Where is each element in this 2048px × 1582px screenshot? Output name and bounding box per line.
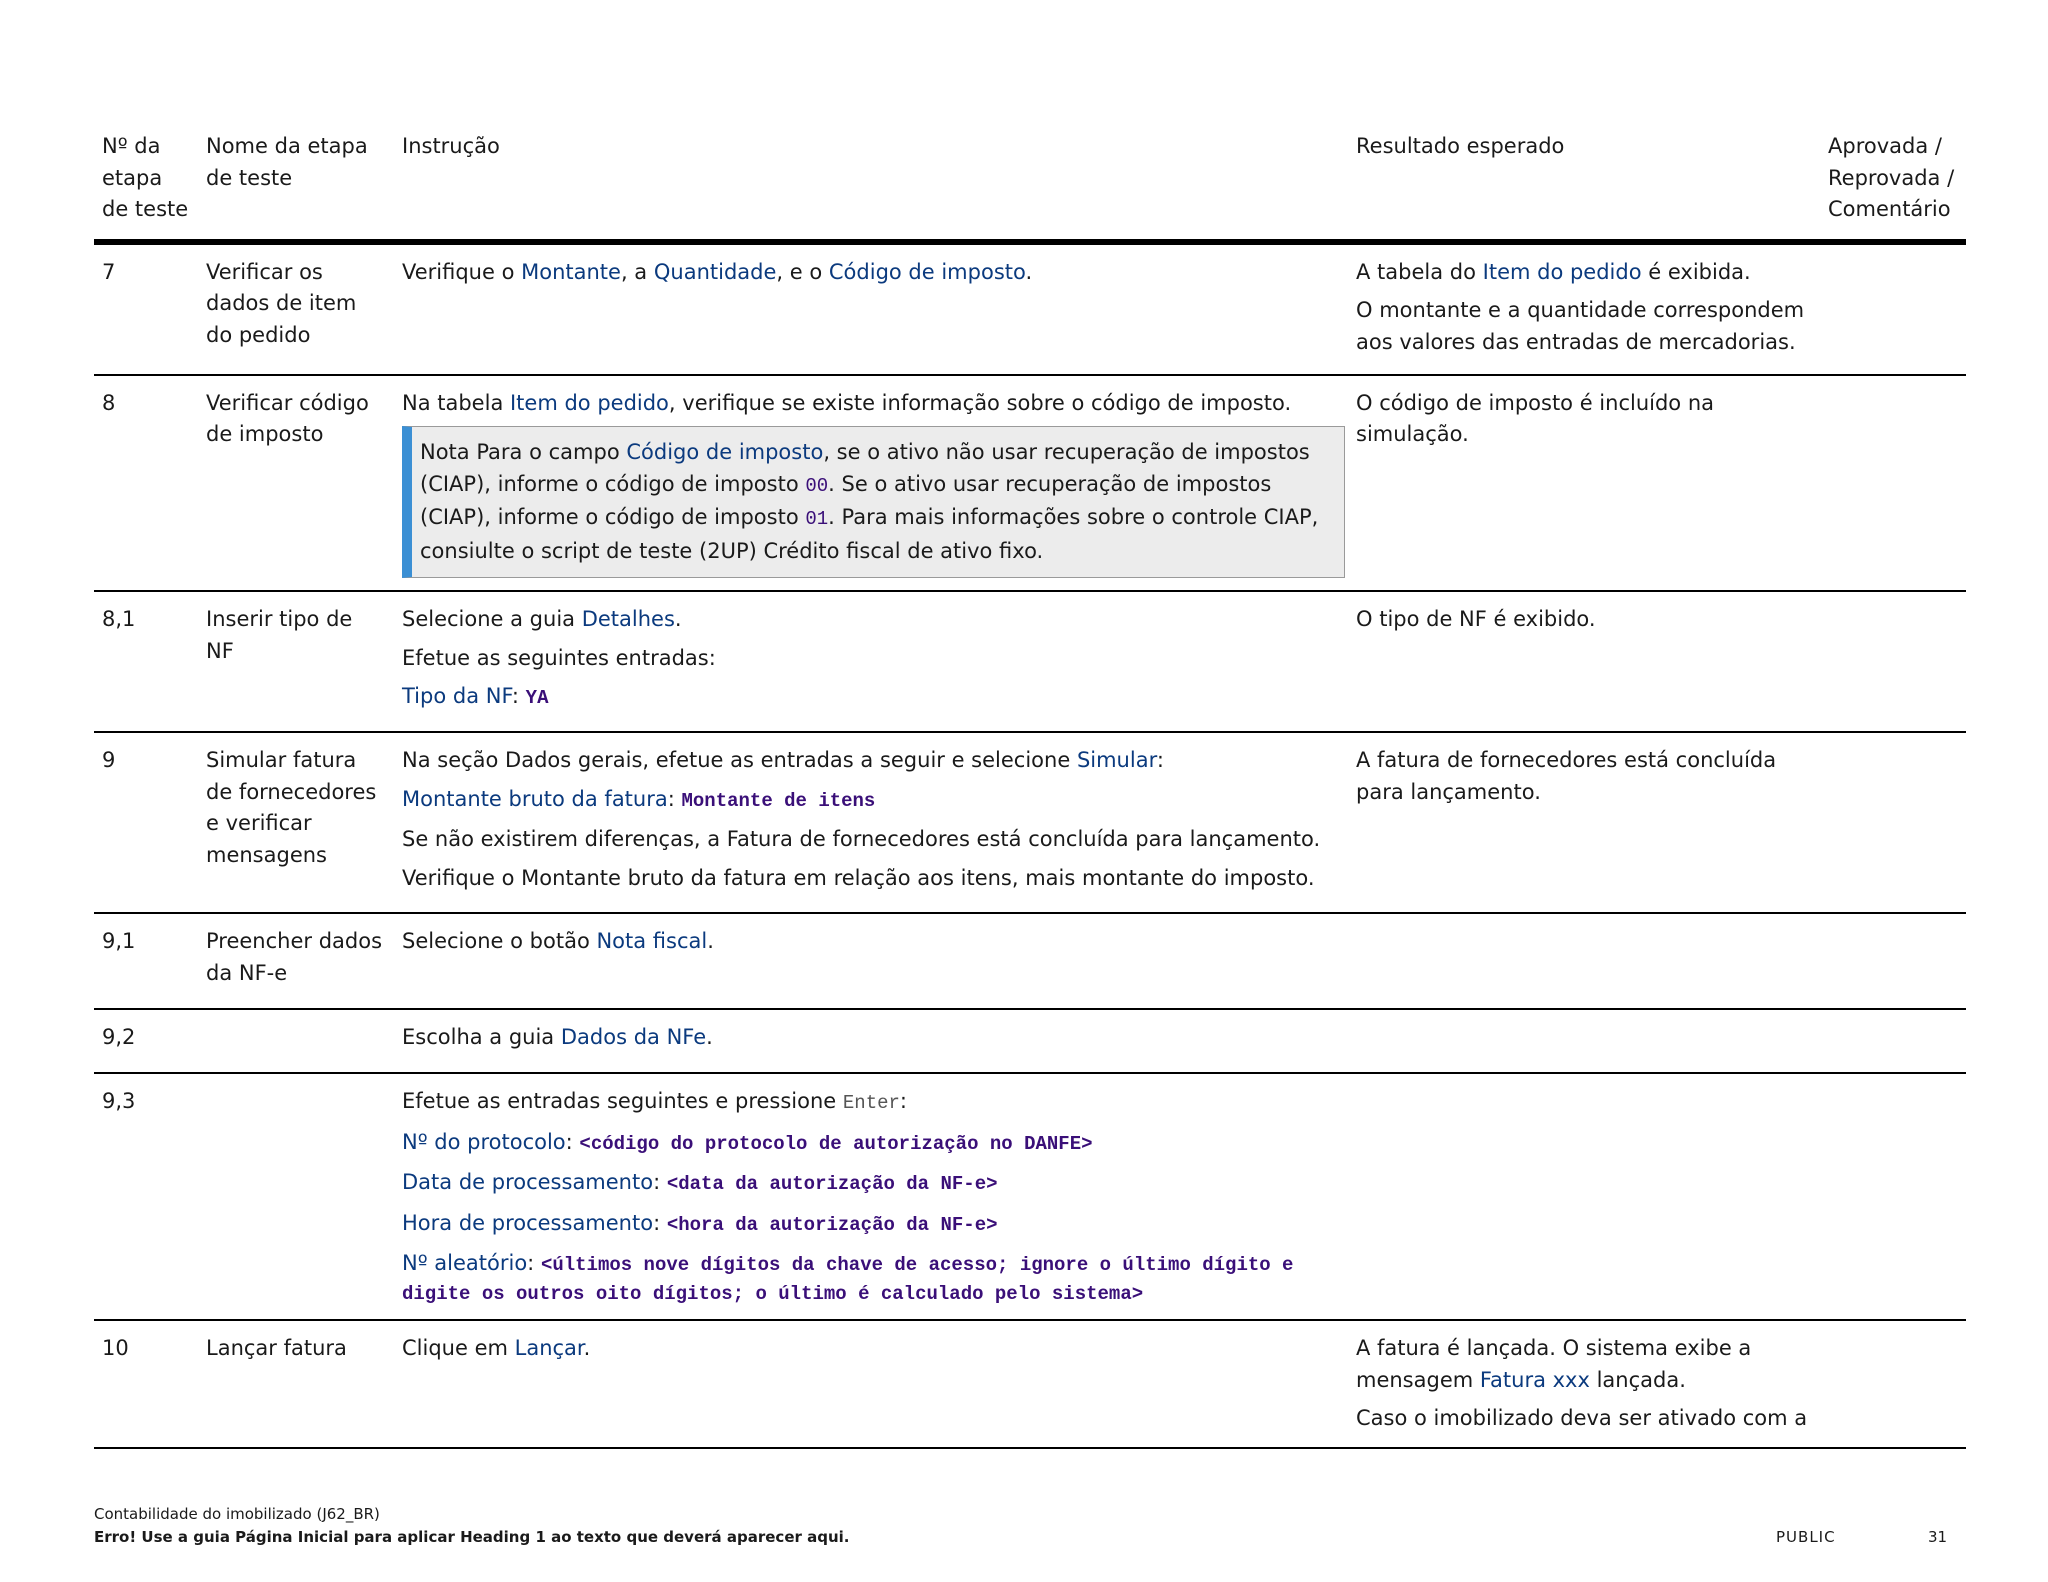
step-status	[1820, 591, 1966, 732]
header-instruction: Instrução	[394, 128, 1348, 242]
footer-heading-error: Erro! Use a guia Página Inicial para aplicar Heading 1 ao texto que deverá aparecer aqui.	[94, 1528, 850, 1546]
value-numero-aleatorio: <últimos nove dígitos da chave de acesso; ignore o último dígito e digite os outros oito dígitos; o último é calculado pelo sistema>	[402, 1254, 1294, 1305]
step-instruction	[394, 1073, 1348, 1320]
ui-item-do-pedido: Item do pedido	[1482, 259, 1642, 284]
step-name: Lançar fatura	[198, 1320, 394, 1448]
value-data-autorizacao: <data da autorização da NF-e>	[666, 1173, 998, 1195]
step-status	[1820, 1009, 1966, 1073]
separator-text: :	[653, 1170, 667, 1194]
value-protocolo: <código do protocolo de autorização no DANFE>	[579, 1132, 1093, 1155]
footer-document-title: Contabilidade do imobilizado (J62_BR)	[94, 1505, 380, 1523]
test-steps-table-wrapper	[94, 128, 1966, 1449]
field-quantidade: Quantidade	[653, 259, 777, 284]
step-instruction	[394, 1320, 1348, 1448]
table-row	[94, 375, 1966, 592]
tax-code-00: 00	[805, 474, 829, 497]
instruction-text: Selecione a guia	[402, 607, 582, 631]
table-row	[94, 1320, 1966, 1448]
step-number: 9,1	[94, 913, 198, 1009]
instruction-text: .	[583, 1336, 591, 1360]
step-name: Preencher dados da NF-e	[198, 913, 394, 1009]
step-number: 8,1	[94, 591, 198, 732]
header-step-number: Nº da etapa de teste	[94, 128, 198, 242]
tax-code-01: 01	[805, 508, 829, 530]
expected-text: O montante e a quantidade correspondem aos valores das entradas de mercadorias.	[1356, 298, 1805, 354]
instruction-text: Selecione o botão	[402, 929, 597, 953]
table-row	[94, 732, 1966, 913]
test-steps-table	[94, 128, 1966, 1449]
step-status	[1820, 1073, 1966, 1320]
field-codigo-de-imposto: Código de imposto	[626, 440, 824, 464]
step-expected-result	[1348, 242, 1820, 375]
note-text: Nota Para o campo	[420, 440, 627, 464]
instruction-text: :	[899, 1089, 907, 1113]
button-nota-fiscal: Nota fiscal	[596, 929, 708, 953]
step-expected-result	[1348, 1320, 1820, 1448]
key-enter: Enter	[842, 1092, 900, 1114]
footer-page-number: 31	[1928, 1528, 1948, 1546]
note-text: . Se o ativo usar recuperação de impostos (CIAP), informe o código de imposto	[420, 471, 1272, 529]
instruction-text: Na seção Dados gerais, efetue as entradas a seguir e selecione	[402, 748, 1077, 772]
field-montante: Montante	[521, 259, 621, 284]
instruction-text: Na tabela	[402, 390, 510, 415]
instruction-text: Efetue as seguintes entradas:	[402, 645, 716, 670]
button-lancar: Lançar	[514, 1336, 584, 1360]
instruction-text: Efetue as entradas seguintes e pressione	[402, 1089, 843, 1113]
step-status	[1820, 1320, 1966, 1448]
button-simular: Simular	[1076, 748, 1157, 772]
step-instruction	[394, 1009, 1348, 1073]
instruction-text: , a	[620, 259, 654, 284]
tab-detalhes: Detalhes	[581, 607, 675, 631]
step-number: 9,2	[94, 1009, 198, 1073]
table-header-row	[94, 128, 1966, 242]
separator-text: :	[667, 786, 682, 811]
header-expected-result: Resultado esperado	[1348, 128, 1820, 242]
note-text: . Para mais informações sobre o controle CIAP, consiulte o script de teste (2UP) Crédito fiscal de ativo fixo.	[420, 505, 1319, 563]
expected-text: A fatura é lançada. O sistema exibe a mensagem	[1356, 1336, 1752, 1392]
step-number: 8	[94, 375, 198, 592]
separator-text: :	[527, 1251, 541, 1275]
instruction-text: Verifique o	[402, 259, 522, 284]
separator-text: :	[511, 684, 526, 708]
header-status: Aprovada / Reprovada / Comentário	[1820, 128, 1966, 242]
table-row	[94, 242, 1966, 375]
tab-dados-da-nfe: Dados da NFe	[560, 1025, 707, 1049]
step-status	[1820, 375, 1966, 592]
step-number: 9,3	[94, 1073, 198, 1320]
field-codigo-de-imposto: Código de imposto	[828, 259, 1026, 284]
step-instruction	[394, 913, 1348, 1009]
step-name: Simular fatura de fornecedores e verificar mensagens	[198, 732, 394, 913]
separator-text: :	[653, 1210, 667, 1235]
note-box	[402, 426, 1345, 578]
step-expected-result	[1348, 1009, 1820, 1073]
value-hora-autorizacao: <hora da autorização da NF-e>	[666, 1213, 998, 1236]
step-number: 9	[94, 732, 198, 913]
field-numero-aleatorio: Nº aleatório	[402, 1251, 528, 1275]
message-fatura-xxx: Fatura xxx	[1479, 1367, 1590, 1392]
instruction-text: .	[1025, 259, 1033, 284]
field-hora-de-processamento: Hora de processamento	[402, 1210, 654, 1235]
table-row	[94, 591, 1966, 732]
step-status	[1820, 732, 1966, 913]
instruction-text: .	[706, 1025, 713, 1049]
note-text: , se o ativo não usar recuperação de impostos (CIAP), informe o código de imposto	[420, 440, 1310, 496]
step-number: 7	[94, 242, 198, 375]
value-montante-de-itens: Montante de itens	[681, 789, 876, 812]
step-name	[198, 1073, 394, 1320]
value-ya: YA	[525, 687, 549, 709]
instruction-text: :	[1156, 748, 1164, 772]
step-status	[1820, 242, 1966, 375]
field-tipo-da-nf: Tipo da NF	[402, 684, 512, 708]
step-status	[1820, 913, 1966, 1009]
table-row	[94, 1009, 1966, 1073]
step-name: Inserir tipo de NF	[198, 591, 394, 732]
separator-text: :	[565, 1129, 580, 1154]
step-name: Verificar código de imposto	[198, 375, 394, 592]
step-expected-result: O tipo de NF é exibido.	[1348, 591, 1820, 732]
table-row	[94, 1073, 1966, 1320]
expected-text: é exibida.	[1641, 259, 1751, 284]
field-numero-do-protocolo: Nº do protocolo	[402, 1129, 566, 1154]
step-instruction	[394, 375, 1348, 592]
field-data-de-processamento: Data de processamento	[402, 1170, 654, 1194]
instruction-text: , verifique se existe informação sobre o código de imposto.	[668, 390, 1292, 415]
field-montante-bruto-da-fatura: Montante bruto da fatura	[402, 786, 668, 811]
step-expected-result	[1348, 913, 1820, 1009]
ui-item-do-pedido: Item do pedido	[509, 390, 669, 415]
step-instruction	[394, 242, 1348, 375]
instruction-text: , e o	[776, 259, 829, 284]
header-step-name: Nome da etapa de teste	[198, 128, 394, 242]
step-instruction	[394, 732, 1348, 913]
instruction-text: .	[674, 607, 682, 631]
expected-text: Caso o imobilizado deva ser ativado com a	[1356, 1406, 1808, 1430]
footer-classification: PUBLIC	[1776, 1528, 1836, 1546]
instruction-text: Escolha a guia	[402, 1025, 561, 1049]
step-name: Verificar os dados de item do pedido	[198, 242, 394, 375]
instruction-text: .	[707, 929, 714, 953]
step-expected-result	[1348, 1073, 1820, 1320]
step-number: 10	[94, 1320, 198, 1448]
expected-text: lançada.	[1589, 1367, 1686, 1392]
table-row	[94, 913, 1966, 1009]
step-instruction	[394, 591, 1348, 732]
instruction-text: Clique em	[402, 1336, 515, 1360]
instruction-text: Verifique o Montante bruto da fatura em relação aos itens, mais montante do imposto.	[402, 865, 1315, 890]
step-name	[198, 1009, 394, 1073]
expected-text: A tabela do	[1356, 259, 1483, 284]
step-expected-result: A fatura de fornecedores está concluída para lançamento.	[1348, 732, 1820, 913]
instruction-text: Se não existirem diferenças, a Fatura de fornecedores está concluída para lançamento.	[402, 827, 1321, 851]
step-expected-result: O código de imposto é incluído na simulação.	[1348, 375, 1820, 592]
